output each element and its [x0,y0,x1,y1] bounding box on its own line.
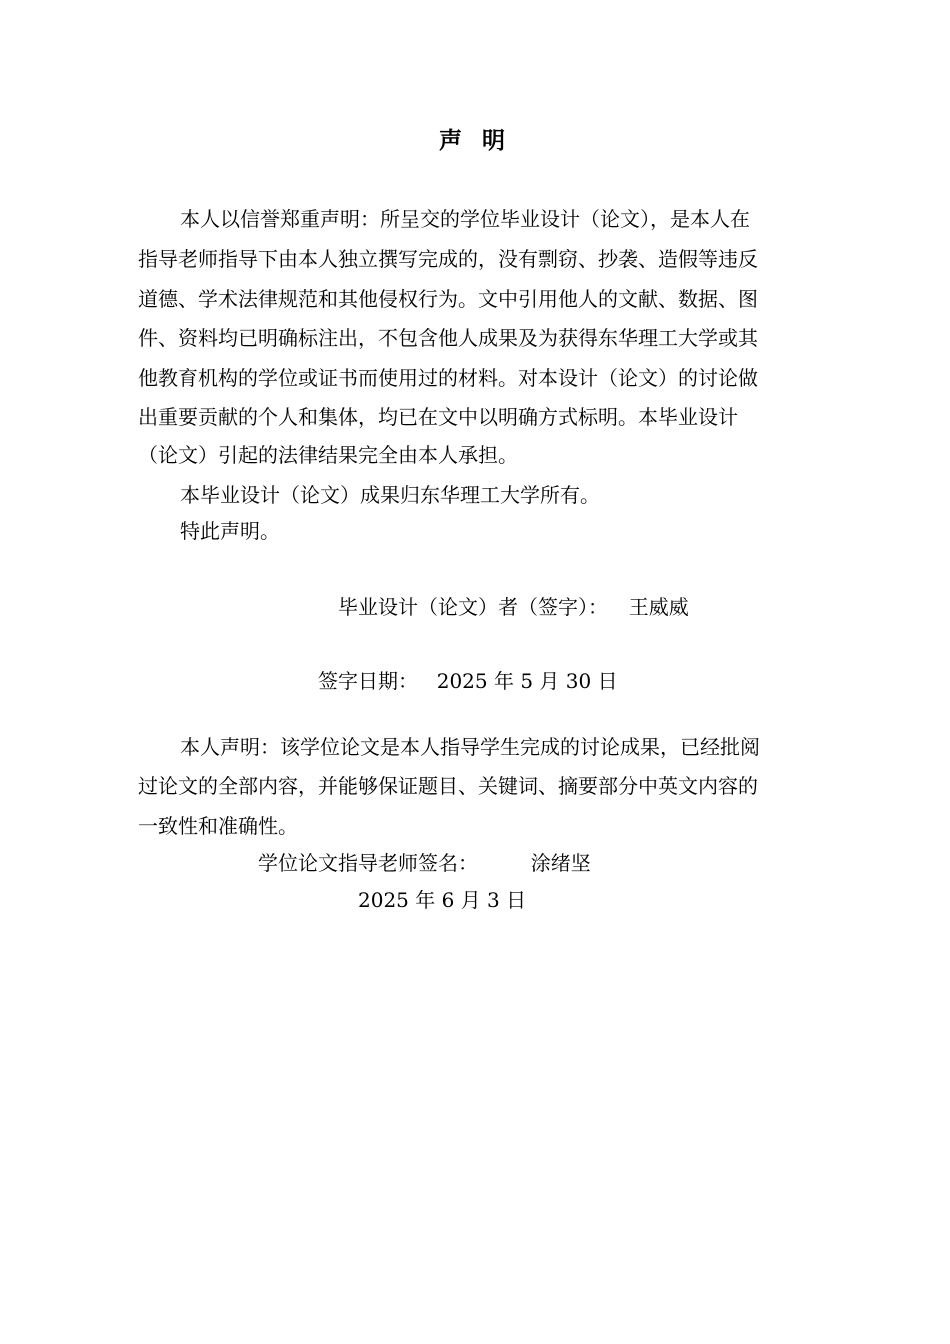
author-signature-row [338,593,689,621]
author-signature-label: 毕业设计（论文）者（签字）： [338,595,608,619]
sign-date-row [318,667,618,695]
declaration-line-6: 出重要贡献的个人和集体，均已在文中以明确方式标明。本毕业设计 [138,405,738,429]
declaration-line-5: 他教育机构的学位或证书而使用过的材料。对本设计（论文）的讨论做 [138,366,758,390]
supervisor-signature-label: 学位论文指导老师签名： [258,851,478,875]
sign-date-label: 签字日期： [318,669,418,693]
declaration-line-4: 件、资料均已明确标注出，不包含他人成果及为获得东华理工大学或其 [138,326,758,350]
page-title: 声 明 [438,127,511,154]
supervisor-signature-name: 涂绪坚 [530,851,591,875]
author-signature-name: 王威威 [628,595,689,619]
declaration-line-2: 指导老师指导下由本人独立撰写完成的，没有剽窃、抄袭、造假等违反 [138,247,758,271]
sign-date-value: 2025 年 5 月 30 日 [436,669,618,693]
closing-statement: 特此声明。 [180,519,280,543]
declaration-line-1: 本人以信誉郑重声明：所呈交的学位毕业设计（论文），是本人在 [180,207,750,231]
supervisor-line-1: 本人声明：该学位论文是本人指导学生完成的讨论成果，已经批阅 [180,735,760,759]
supervisor-line-2: 过论文的全部内容，并能够保证题目、关键词、摘要部分中英文内容的 [138,774,758,798]
supervisor-line-3: 一致性和准确性。 [138,814,298,838]
supervisor-date: 2025 年 6 月 3 日 [358,888,527,912]
declaration-line-3: 道德、学术法律规范和其他侵权行为。文中引用他人的文献、数据、图 [138,287,758,311]
ownership-statement: 本毕业设计（论文）成果归东华理工大学所有。 [180,483,600,507]
declaration-line-7: （论文）引起的法律结果完全由本人承担。 [138,443,518,467]
supervisor-signature-row [258,849,591,877]
